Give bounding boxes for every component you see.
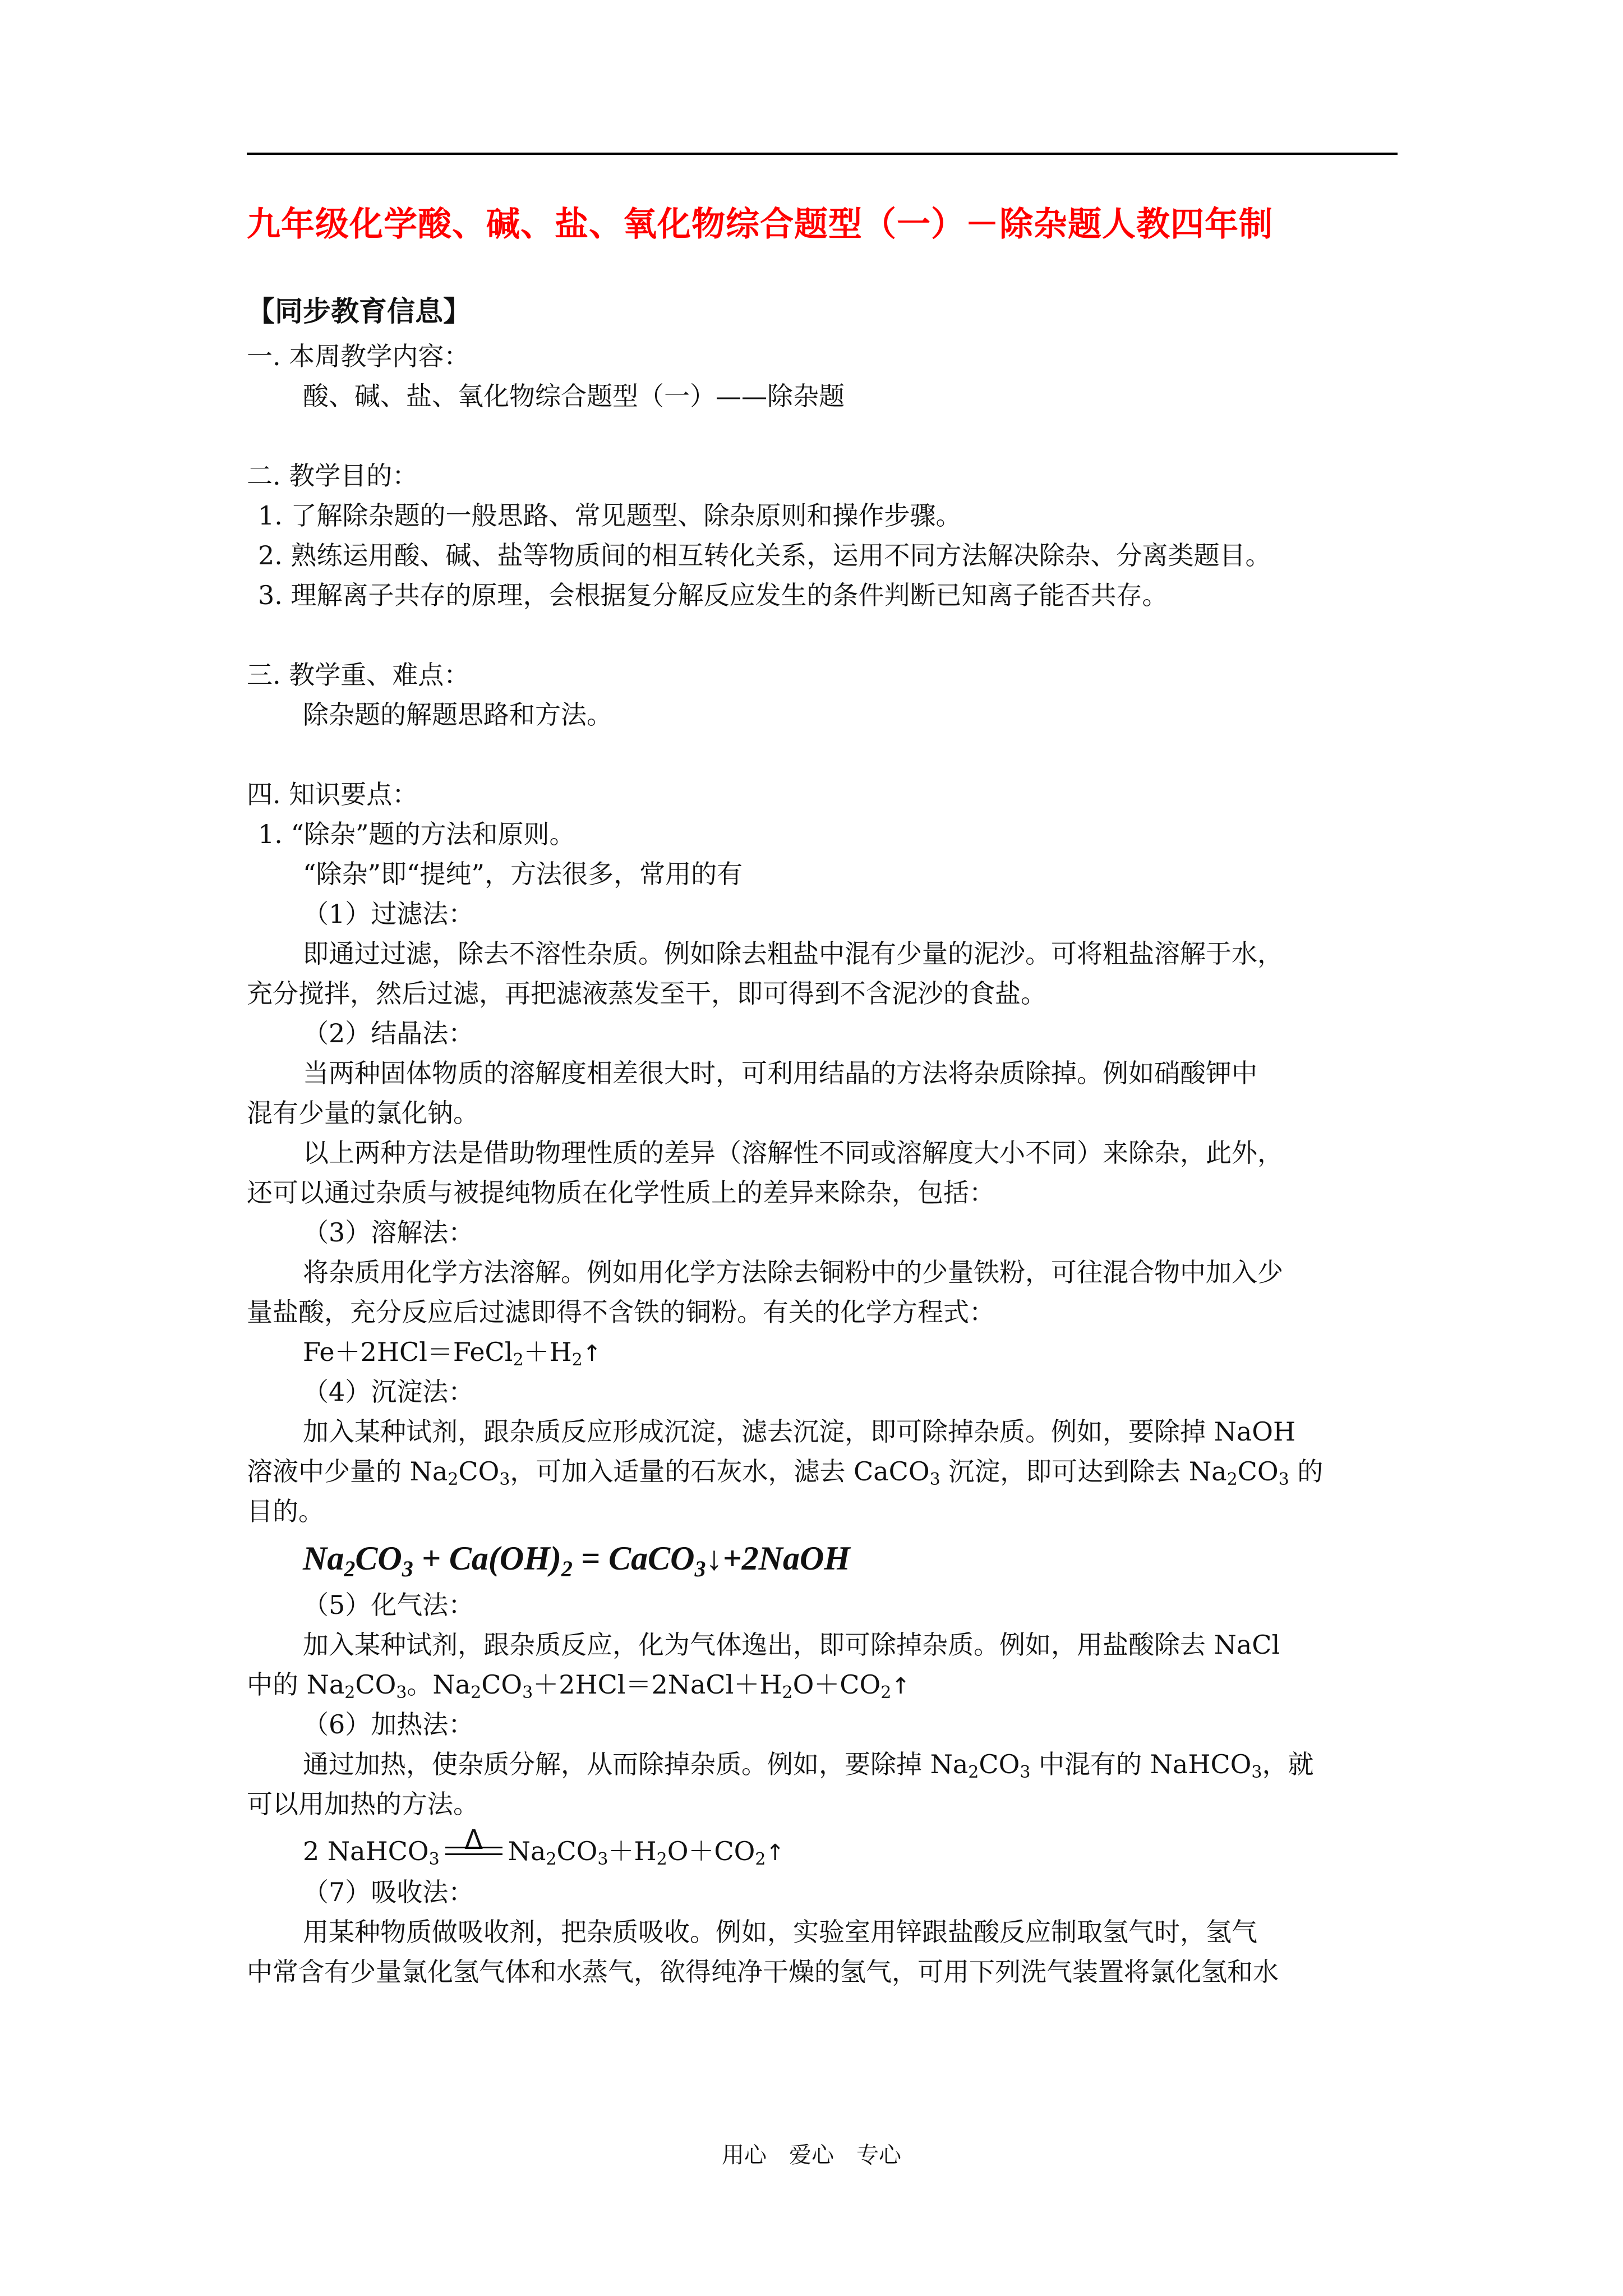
transition-text: 以上两种方法是借助物理性质的差异（溶解性不同或溶解度大小不同）来除杂，此外， xyxy=(303,1138,1283,1168)
method-4-label: （4）沉淀法： xyxy=(303,1377,474,1407)
method-5-label: （5）化气法： xyxy=(303,1590,474,1620)
method-2-label: （2）结晶法： xyxy=(303,1018,474,1048)
method-3-text: 将杂质用化学方法溶解。例如用化学方法除去铜粉中的少量铁粉，可往混合物中加入少 xyxy=(303,1257,1283,1287)
equation-nahco3-heat: 2 NaHCO$_3$ Δ $Na_2CO_3+H_2O+CO_2↑$ xyxy=(247,1824,1402,1872)
method-6-text-cont: 可以用加热的方法。 xyxy=(247,1789,479,1819)
gas-arrow-icon: ↑ xyxy=(766,1840,785,1866)
delta-icon: Δ xyxy=(464,1824,483,1856)
s2-heading: 二. 教学目的： xyxy=(247,461,418,491)
method-7-label: （7）吸收法： xyxy=(303,1877,474,1907)
method-5-text-cont: 中的 $Na_2CO_3$。$Na_2CO_3+2HCl=2NaCl+H_2O+CO_2↑$ xyxy=(247,1669,910,1703)
method-3-text-cont: 量盐酸，充分反应后过滤即得不含铁的铜粉。有关的化学方程式： xyxy=(247,1297,995,1327)
objective-3: 3. 理解离子共存的原理，会根据复分解反应发生的条件判断已知离子能否共存。 xyxy=(258,580,1168,610)
method-6-text: 通过加热，使杂质分解，从而除掉杂质。例如，要除掉 $Na_2CO_3$ 中混有的 NaHCO$_3$，就 xyxy=(303,1749,1314,1782)
section-header: 【同步教育信息】 xyxy=(247,295,471,328)
s1-heading: 一. 本周教学内容： xyxy=(247,341,470,371)
objective-1: 1. 了解除杂题的一般思路、常见题型、除杂原则和操作步骤。 xyxy=(258,500,962,531)
header-rule xyxy=(247,153,1398,155)
method-2-text: 当两种固体物质的溶解度相差很大时，可利用结晶的方法将杂质除掉。例如硝酸钾中 xyxy=(303,1058,1257,1088)
method-4-text-cont: 溶液中少量的 $Na_2CO_3$，可加入适量的石灰水，滤去 CaCO$_3$ 沉淀，即可达到除去 $Na_2CO_3$ 的 xyxy=(247,1456,1324,1489)
gas-arrow-icon: ↑ xyxy=(582,1341,602,1366)
s3-heading: 三. 教学重、难点： xyxy=(247,660,470,690)
intro-text: “除杂”即“提纯”，方法很多，常用的有 xyxy=(303,859,743,889)
s3-content: 除杂题的解题思路和方法。 xyxy=(303,700,612,730)
s4-heading: 四. 知识要点： xyxy=(247,779,418,809)
point-1: 1. “除杂”题的方法和原则。 xyxy=(258,819,575,849)
precipitate-arrow-icon: ↓ xyxy=(706,1540,723,1577)
equation-na2co3-caoh2: $Na_2CO_3 + Ca(OH)_2$ = CaCO$_3$↓+2NaOH xyxy=(303,1540,850,1581)
method-1-text: 即通过过滤，除去不溶性杂质。例如除去粗盐中混有少量的泥沙。可将粗盐溶解于水， xyxy=(303,938,1283,969)
method-1-text-cont: 充分搅拌，然后过滤，再把滤液蒸发至干，即可得到不含泥沙的食盐。 xyxy=(247,978,1046,1009)
page-title: 九年级化学酸、碱、盐、氧化物综合题型（一）－除杂题人教四年制 xyxy=(247,205,1273,244)
heating-condition xyxy=(443,1824,505,1865)
gas-arrow-icon: ↑ xyxy=(891,1673,910,1699)
method-7-text: 用某种物质做吸收剂，把杂质吸收。例如，实验室用锌跟盐酸反应制取氢气时，氢气 xyxy=(303,1917,1257,1947)
method-3-label: （3）溶解法： xyxy=(303,1217,474,1248)
method-2-text-cont: 混有少量的氯化钠。 xyxy=(247,1098,479,1128)
method-4-text: 加入某种试剂，跟杂质反应形成沉淀，滤去沉淀，即可除掉杂质。例如，要除掉 NaOH xyxy=(303,1416,1296,1447)
method-1-label: （1）过滤法： xyxy=(303,899,474,929)
objective-2: 2. 熟练运用酸、碱、盐等物质间的相互转化关系，运用不同方法解决除杂、分离类题目。 xyxy=(258,540,1271,570)
method-7-text-cont: 中常含有少量氯化氢气体和水蒸气，欲得纯净干燥的氢气，可用下列洗气装置将氯化氢和水 xyxy=(247,1957,1279,1987)
transition-text-cont: 还可以通过杂质与被提纯物质在化学性质上的差异来除杂，包括： xyxy=(247,1177,995,1208)
page-footer: 用心 爱心 专心 xyxy=(722,2142,901,2168)
document-body xyxy=(247,292,1402,1992)
s1-content: 酸、碱、盐、氧化物综合题型（一）——除杂题 xyxy=(303,381,845,411)
method-6-label: （6）加热法： xyxy=(303,1709,474,1740)
equation-fe-hcl: $Fe+2HCl=FeCl_2+H_2↑$ xyxy=(303,1337,602,1370)
method-4-text-end: 目的。 xyxy=(247,1496,324,1526)
method-5-text: 加入某种试剂，跟杂质反应，化为气体逸出，即可除掉杂质。例如，用盐酸除去 NaCl xyxy=(303,1630,1280,1660)
